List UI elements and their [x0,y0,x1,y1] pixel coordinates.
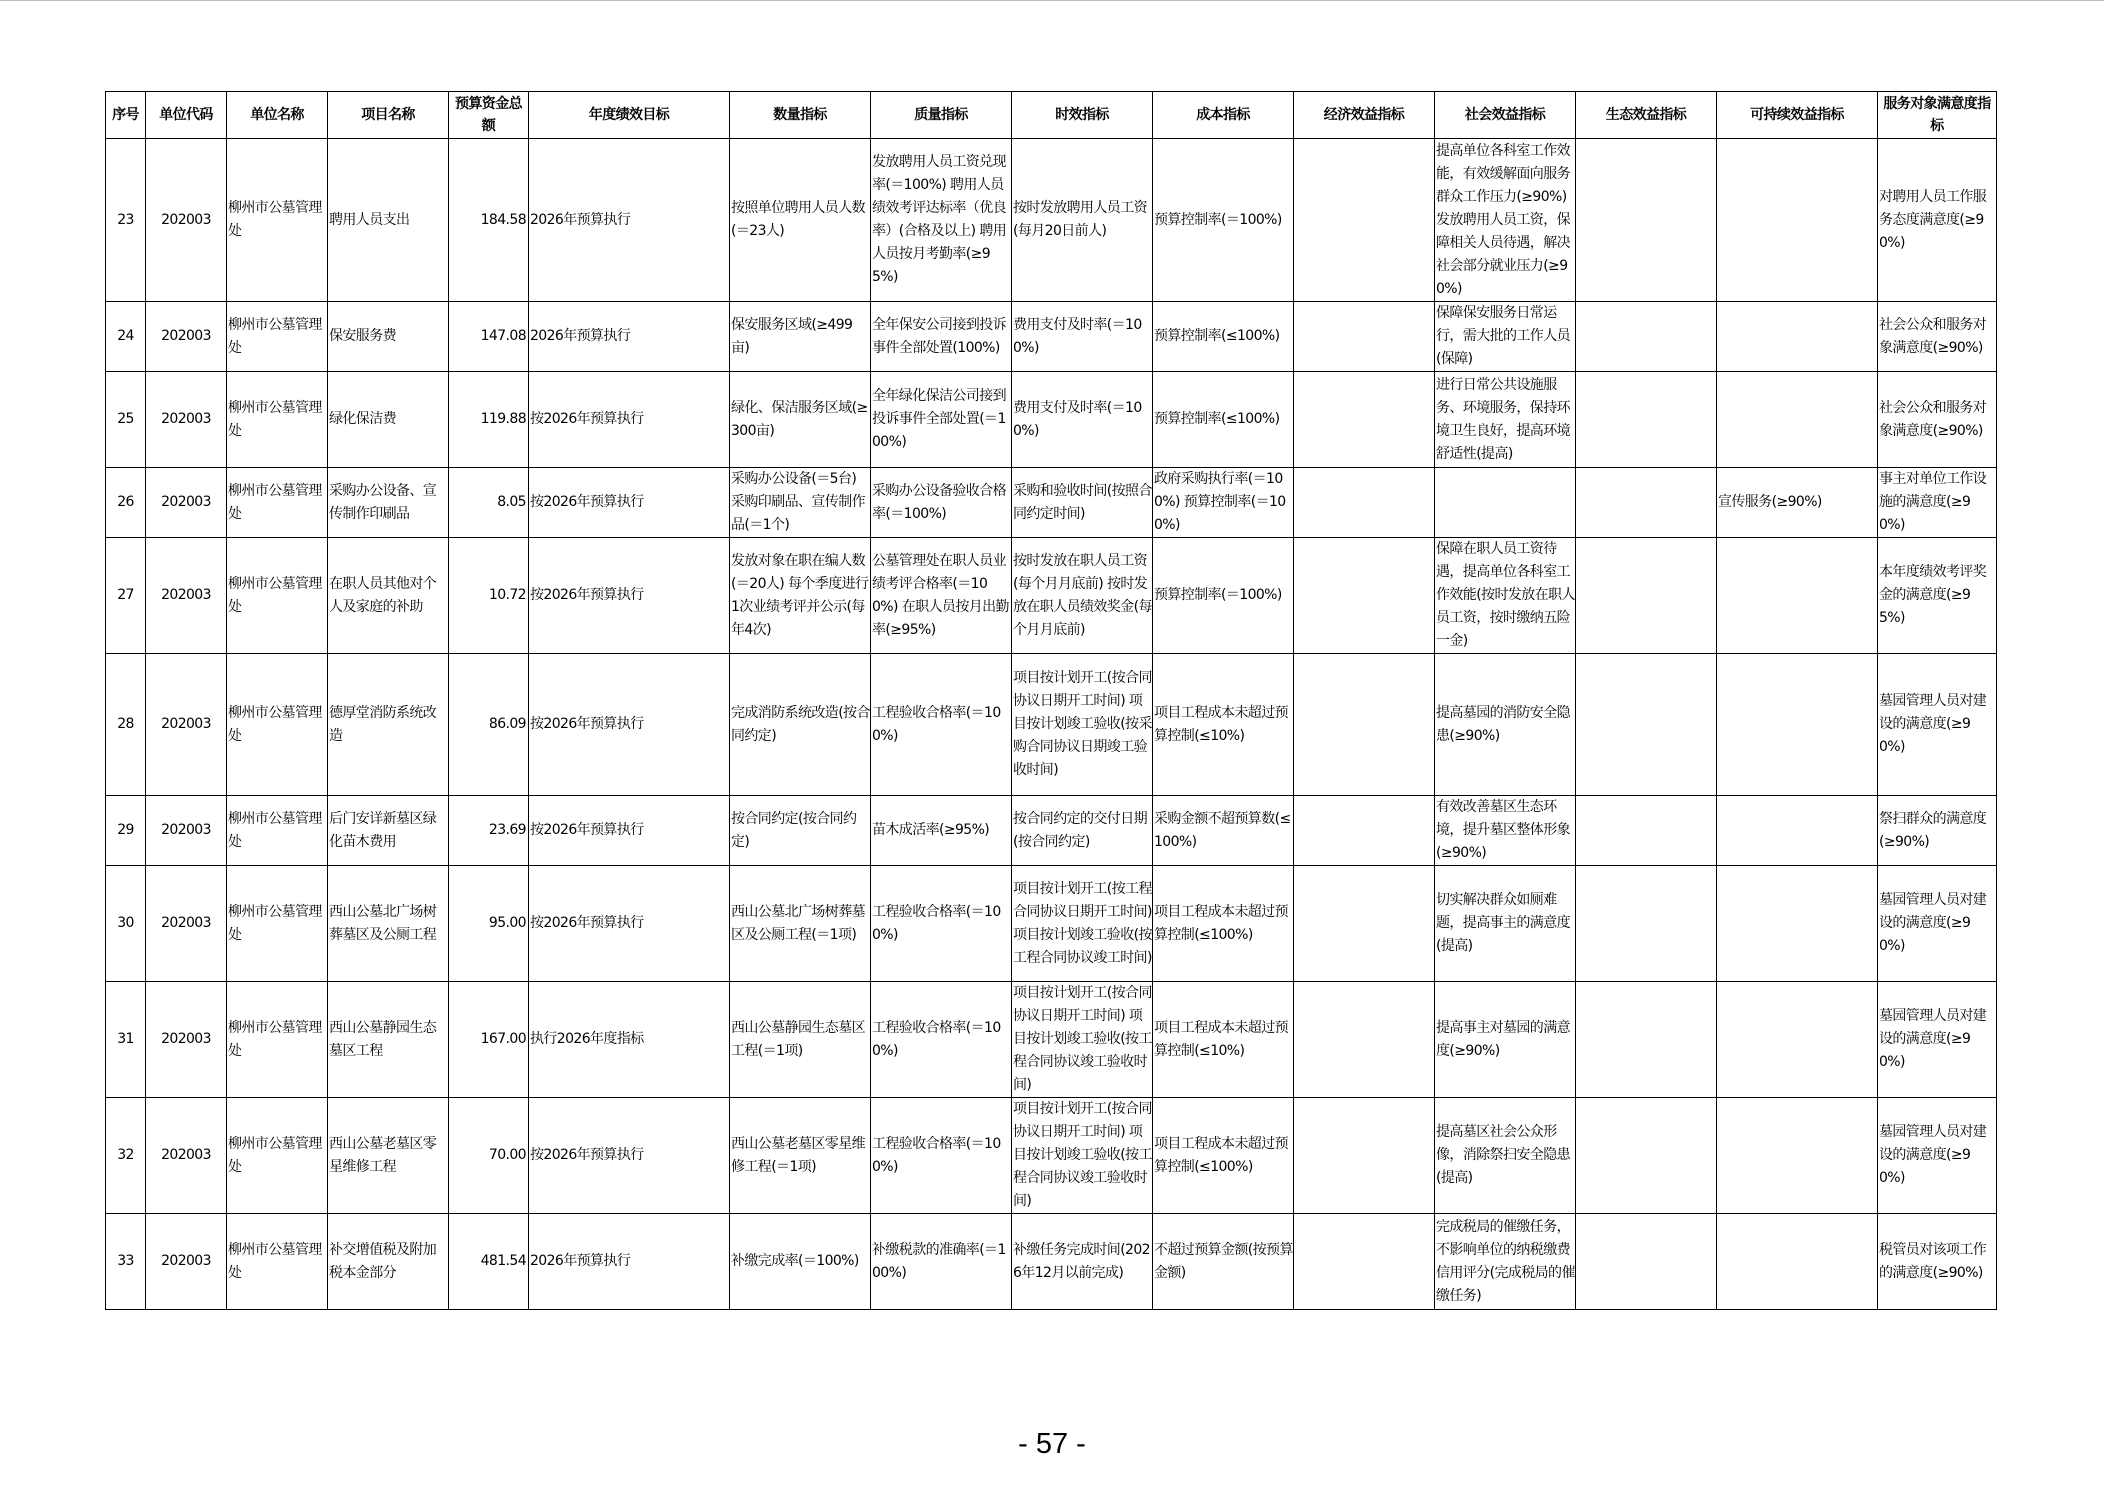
cell-project-name: 补交增值税及附加税本金部分 [328,1214,449,1310]
cell-quality: 发放聘用人员工资兑现率(＝100%) 聘用人员绩效考评达标率（优良率）(合格及以上) 聘用人员按月考勤率(≥95%) [871,139,1012,302]
cell-unit-code: 202003 [146,372,227,468]
header-col-sustainable: 可持续效益指标 [1717,92,1878,139]
cell-project-name: 西山公墓静园生态墓区工程 [328,982,449,1098]
header-col-seq: 序号 [106,92,146,139]
cell-economic [1294,372,1435,468]
cell-sustainable [1717,1214,1878,1310]
cell-economic [1294,654,1435,796]
table-row [106,866,1997,982]
cell-unit-name: 柳州市公墓管理处 [227,866,328,982]
cell-quantity: 按合同约定(按合同约定) [730,796,871,866]
cell-project-name: 西山公墓老墓区零星维修工程 [328,1098,449,1214]
cell-ecological [1576,866,1717,982]
header-col-cost: 成本指标 [1153,92,1294,139]
cell-seq: 31 [106,982,146,1098]
cell-unit-code: 202003 [146,538,227,654]
cell-unit-name: 柳州市公墓管理处 [227,372,328,468]
cell-social: 提高墓区社会公众形像，消除祭扫安全隐患(提高) [1435,1098,1576,1214]
cell-satisfaction: 墓园管理人员对建设的满意度(≥90%) [1878,1098,1997,1214]
cell-annual-goal: 2026年预算执行 [529,1214,730,1310]
cell-cost: 项目工程成本未超过预算控制(≤10%) [1153,654,1294,796]
cell-timeliness: 补缴任务完成时间(2026年12月以前完成) [1012,1214,1153,1310]
cell-unit-code: 202003 [146,139,227,302]
cell-timeliness: 项目按计划开工(按合同协议日期开工时间) 项目按计划竣工验收(按工程合同协议竣工验收时间) [1012,982,1153,1098]
cell-quantity: 完成消防系统改造(按合同约定) [730,654,871,796]
cell-social: 完成税局的催缴任务，不影响单位的纳税缴费信用评分(完成税局的催缴任务) [1435,1214,1576,1310]
cell-annual-goal: 按2026年预算执行 [529,796,730,866]
cell-unit-code: 202003 [146,796,227,866]
cell-social: 提高单位各科室工作效能，有效缓解面向服务群众工作压力(≥90%) 发放聘用人员工资，保障相关人员待遇，解决社会部分就业压力(≥90%) [1435,139,1576,302]
cell-social: 保障保安服务日常运行，需大批的工作人员(保障) [1435,302,1576,372]
cell-economic [1294,538,1435,654]
cell-quantity: 补缴完成率(＝100%) [730,1214,871,1310]
cell-project-name: 保安服务费 [328,302,449,372]
cell-sustainable [1717,1098,1878,1214]
header-col-economic: 经济效益指标 [1294,92,1435,139]
cell-annual-goal: 2026年预算执行 [529,302,730,372]
cell-budget-total: 481.54 [449,1214,529,1310]
cell-annual-goal: 按2026年预算执行 [529,468,730,538]
cell-seq: 30 [106,866,146,982]
cell-ecological [1576,796,1717,866]
cell-budget-total: 147.08 [449,302,529,372]
cell-quality: 公墓管理处在职人员业绩考评合格率(＝100%) 在职人员按月出勤率(≥95%) [871,538,1012,654]
header-col-unit-name: 单位名称 [227,92,328,139]
cell-unit-name: 柳州市公墓管理处 [227,982,328,1098]
cell-seq: 27 [106,538,146,654]
header-col-quantity: 数量指标 [730,92,871,139]
table-row [106,1098,1997,1214]
cell-cost: 不超过预算金额(按预算金额) [1153,1214,1294,1310]
table-row [106,302,1997,372]
cell-project-name: 德厚堂消防系统改造 [328,654,449,796]
cell-satisfaction: 祭扫群众的满意度(≥90%) [1878,796,1997,866]
cell-quality: 采购办公设备验收合格率(＝100%) [871,468,1012,538]
cell-budget-total: 86.09 [449,654,529,796]
cell-seq: 24 [106,302,146,372]
cell-budget-total: 8.05 [449,468,529,538]
cell-sustainable [1717,139,1878,302]
cell-quantity: 保安服务区域(≥499亩) [730,302,871,372]
table-row [106,372,1997,468]
cell-social: 保障在职人员工资待遇，提高单位各科室工作效能(按时发放在职人员工资，按时缴纳五险一金) [1435,538,1576,654]
cell-social: 提高事主对墓园的满意度(≥90%) [1435,982,1576,1098]
cell-unit-code: 202003 [146,468,227,538]
cell-quantity: 西山公墓北广场树葬墓区及公厕工程(＝1项) [730,866,871,982]
cell-budget-total: 70.00 [449,1098,529,1214]
cell-project-name: 西山公墓北广场树葬墓区及公厕工程 [328,866,449,982]
header-col-unit-code: 单位代码 [146,92,227,139]
cell-sustainable [1717,796,1878,866]
cell-unit-name: 柳州市公墓管理处 [227,139,328,302]
cell-budget-total: 10.72 [449,538,529,654]
cell-satisfaction: 墓园管理人员对建设的满意度(≥90%) [1878,866,1997,982]
header-col-project-name: 项目名称 [328,92,449,139]
cell-annual-goal: 按2026年预算执行 [529,1098,730,1214]
cell-quantity: 发放对象在职在编人数(＝20人) 每个季度进行1次业绩考评并公示(每年4次) [730,538,871,654]
cell-social: 有效改善墓区生态环境，提升墓区整体形象(≥90%) [1435,796,1576,866]
cell-timeliness: 费用支付及时率(＝100%) [1012,372,1153,468]
cell-quantity: 采购办公设备(＝5台) 采购印刷品、宣传制作品(＝1个) [730,468,871,538]
cell-timeliness: 项目按计划开工(按工程合同协议日期开工时间) 项目按计划竣工验收(按工程合同协议竣工时间) [1012,866,1153,982]
cell-unit-name: 柳州市公墓管理处 [227,538,328,654]
table-row [106,982,1997,1098]
cell-cost: 政府采购执行率(＝100%) 预算控制率(＝100%) [1153,468,1294,538]
cell-economic [1294,1214,1435,1310]
header-col-annual-goal: 年度绩效目标 [529,92,730,139]
table-row [106,468,1997,538]
header-col-quality: 质量指标 [871,92,1012,139]
cell-timeliness: 按时发放聘用人员工资(每月20日前人) [1012,139,1153,302]
cell-unit-name: 柳州市公墓管理处 [227,796,328,866]
cell-quality: 全年保安公司接到投诉事件全部处置(100%) [871,302,1012,372]
cell-unit-name: 柳州市公墓管理处 [227,1098,328,1214]
cell-economic [1294,468,1435,538]
cell-satisfaction: 墓园管理人员对建设的满意度(≥90%) [1878,654,1997,796]
cell-budget-total: 184.58 [449,139,529,302]
page-number: - 57 - [1018,1428,1086,1460]
cell-social: 切实解决群众如厕难题，提高事主的满意度(提高) [1435,866,1576,982]
cell-project-name: 后门安详新墓区绿化苗木费用 [328,796,449,866]
cell-sustainable [1717,372,1878,468]
cell-ecological [1576,1214,1717,1310]
cell-quality: 苗木成活率(≥95%) [871,796,1012,866]
cell-quality: 工程验收合格率(＝100%) [871,1098,1012,1214]
cell-quality: 工程验收合格率(＝100%) [871,654,1012,796]
cell-seq: 28 [106,654,146,796]
cell-unit-name: 柳州市公墓管理处 [227,1214,328,1310]
cell-timeliness: 项目按计划开工(按合同协议日期开工时间) 项目按计划竣工验收(按采购合同协议日期竣工验收时间) [1012,654,1153,796]
cell-budget-total: 95.00 [449,866,529,982]
cell-cost: 预算控制率(≤100%) [1153,302,1294,372]
cell-sustainable: 宣传服务(≥90%) [1717,468,1878,538]
cell-unit-name: 柳州市公墓管理处 [227,302,328,372]
cell-unit-code: 202003 [146,1098,227,1214]
performance-targets-table [105,91,1997,1310]
table-row [106,796,1997,866]
cell-ecological [1576,1098,1717,1214]
cell-quality: 补缴税款的准确率(＝100%) [871,1214,1012,1310]
table-row [106,538,1997,654]
cell-ecological [1576,302,1717,372]
table-row [106,139,1997,302]
cell-project-name: 采购办公设备、宣传制作印刷品 [328,468,449,538]
cell-satisfaction: 对聘用人员工作服务态度满意度(≥90%) [1878,139,1997,302]
cell-seq: 23 [106,139,146,302]
cell-annual-goal: 按2026年预算执行 [529,538,730,654]
cell-seq: 25 [106,372,146,468]
cell-economic [1294,796,1435,866]
cell-economic [1294,866,1435,982]
cell-ecological [1576,468,1717,538]
cell-seq: 32 [106,1098,146,1214]
cell-quality: 全年绿化保洁公司接到投诉事件全部处置(＝100%) [871,372,1012,468]
cell-annual-goal: 按2026年预算执行 [529,372,730,468]
cell-ecological [1576,538,1717,654]
cell-seq: 26 [106,468,146,538]
cell-unit-code: 202003 [146,1214,227,1310]
cell-ecological [1576,139,1717,302]
header-col-satisfaction: 服务对象满意度指标 [1878,92,1997,139]
cell-annual-goal: 按2026年预算执行 [529,654,730,796]
header-col-ecological: 生态效益指标 [1576,92,1717,139]
cell-project-name: 在职人员其他对个人及家庭的补助 [328,538,449,654]
cell-unit-name: 柳州市公墓管理处 [227,654,328,796]
cell-annual-goal: 执行2026年度指标 [529,982,730,1098]
header-col-timeliness: 时效指标 [1012,92,1153,139]
cell-social: 提高墓园的消防安全隐患(≥90%) [1435,654,1576,796]
cell-ecological [1576,654,1717,796]
table-row [106,1214,1997,1310]
cell-economic [1294,139,1435,302]
cell-seq: 33 [106,1214,146,1310]
cell-quality: 工程验收合格率(＝100%) [871,982,1012,1098]
table-header-row [106,92,1997,139]
cell-annual-goal: 按2026年预算执行 [529,866,730,982]
table-body [106,139,1997,1310]
table-row [106,654,1997,796]
cell-quantity: 西山公墓老墓区零星维修工程(＝1项) [730,1098,871,1214]
cell-satisfaction: 墓园管理人员对建设的满意度(≥90%) [1878,982,1997,1098]
cell-social: 进行日常公共设施服务、环境服务，保持环境卫生良好，提高环境舒适性(提高) [1435,372,1576,468]
cell-unit-code: 202003 [146,302,227,372]
cell-satisfaction: 事主对单位工作设施的满意度(≥90%) [1878,468,1997,538]
cell-cost: 项目工程成本未超过预算控制(≤100%) [1153,866,1294,982]
cell-sustainable [1717,654,1878,796]
cell-cost: 预算控制率(＝100%) [1153,139,1294,302]
cell-unit-code: 202003 [146,866,227,982]
cell-budget-total: 167.00 [449,982,529,1098]
header-col-social: 社会效益指标 [1435,92,1576,139]
cell-quantity: 按照单位聘用人员人数(＝23人) [730,139,871,302]
cell-ecological [1576,982,1717,1098]
cell-timeliness: 按合同约定的交付日期(按合同约定) [1012,796,1153,866]
cell-economic [1294,982,1435,1098]
cell-unit-code: 202003 [146,654,227,796]
cell-sustainable [1717,866,1878,982]
top-border-line [0,0,2104,1]
cell-timeliness: 采购和验收时间(按照合同约定时间) [1012,468,1153,538]
cell-economic [1294,1098,1435,1214]
cell-cost: 项目工程成本未超过预算控制(≤10%) [1153,982,1294,1098]
cell-cost: 采购金额不超预算数(≤100%) [1153,796,1294,866]
cell-sustainable [1717,982,1878,1098]
cell-quantity: 绿化、保洁服务区域(≥300亩) [730,372,871,468]
cell-social [1435,468,1576,538]
cell-budget-total: 119.88 [449,372,529,468]
cell-satisfaction: 本年度绩效考评奖金的满意度(≥95%) [1878,538,1997,654]
cell-economic [1294,302,1435,372]
cell-sustainable [1717,538,1878,654]
cell-cost: 预算控制率(＝100%) [1153,538,1294,654]
cell-unit-name: 柳州市公墓管理处 [227,468,328,538]
cell-timeliness: 费用支付及时率(＝100%) [1012,302,1153,372]
cell-timeliness: 项目按计划开工(按合同协议日期开工时间) 项目按计划竣工验收(按工程合同协议竣工验收时间) [1012,1098,1153,1214]
cell-satisfaction: 社会公众和服务对象满意度(≥90%) [1878,302,1997,372]
cell-cost: 预算控制率(≤100%) [1153,372,1294,468]
cell-sustainable [1717,302,1878,372]
cell-project-name: 聘用人员支出 [328,139,449,302]
cell-unit-code: 202003 [146,982,227,1098]
cell-ecological [1576,372,1717,468]
cell-project-name: 绿化保洁费 [328,372,449,468]
cell-annual-goal: 2026年预算执行 [529,139,730,302]
cell-quantity: 西山公墓静园生态墓区工程(＝1项) [730,982,871,1098]
cell-budget-total: 23.69 [449,796,529,866]
cell-satisfaction: 税管员对该项工作的满意度(≥90%) [1878,1214,1997,1310]
cell-seq: 29 [106,796,146,866]
cell-cost: 项目工程成本未超过预算控制(≤100%) [1153,1098,1294,1214]
cell-timeliness: 按时发放在职人员工资(每个月月底前) 按时发放在职人员绩效奖金(每个月月底前) [1012,538,1153,654]
header-col-budget-total: 预算资金总额 [449,92,529,139]
cell-quality: 工程验收合格率(＝100%) [871,866,1012,982]
cell-satisfaction: 社会公众和服务对象满意度(≥90%) [1878,372,1997,468]
